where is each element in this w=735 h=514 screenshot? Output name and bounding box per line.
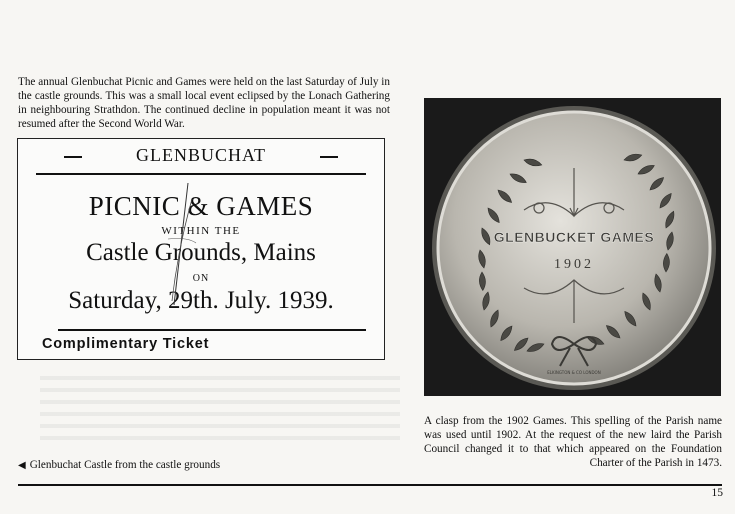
left-triangle-icon: ◀	[18, 460, 26, 471]
medal-photo	[424, 98, 721, 396]
medal-year: 1902	[554, 257, 594, 272]
medal-image	[424, 98, 721, 396]
ticket-venue: Castle Grounds, Mains	[86, 239, 316, 266]
ticket-on: ON	[192, 273, 210, 284]
footer-rule	[18, 484, 722, 486]
bleed-through-text	[40, 368, 400, 448]
medal-title: GLENBUCKET GAMES	[493, 229, 655, 245]
ticket-event: PICNIC & GAMES	[88, 191, 314, 221]
medal-maker: ELKINGTON & CO LONDON	[547, 370, 601, 375]
castle-caption: Glenbuchat Castle from the castle grounds	[29, 459, 221, 471]
pencil-scribble-icon	[148, 179, 228, 309]
medal-caption: A clasp from the 1902 Games. This spelling of the Parish name was used until 1902. At the request of the new laird the Parish Council changed it to that which appeared on the Foundation Charter of the Parish in 1473.	[424, 415, 722, 470]
ticket-type: Complimentary Ticket	[42, 336, 210, 352]
page-number: 15	[711, 487, 723, 499]
ticket-within: WITHIN THE	[161, 225, 241, 237]
ticket-bottom-rule	[58, 329, 366, 331]
ticket-top-rule	[36, 173, 366, 175]
ticket-date: Saturday, 29th. July. 1939.	[68, 287, 334, 314]
castle-caption-line	[18, 458, 220, 473]
ticket-dash-right	[320, 156, 338, 158]
ticket-header: GLENBUCHAT	[136, 145, 266, 165]
intro-paragraph: The annual Glenbuchat Picnic and Games were held on the last Saturday of July in the castle grounds. This was a small local event eclipsed by the Lonach Gathering in neighbouring Strathdon. The continued decline in population meant it was not resumed after the Second World War.	[18, 76, 390, 131]
picnic-ticket	[17, 138, 385, 360]
